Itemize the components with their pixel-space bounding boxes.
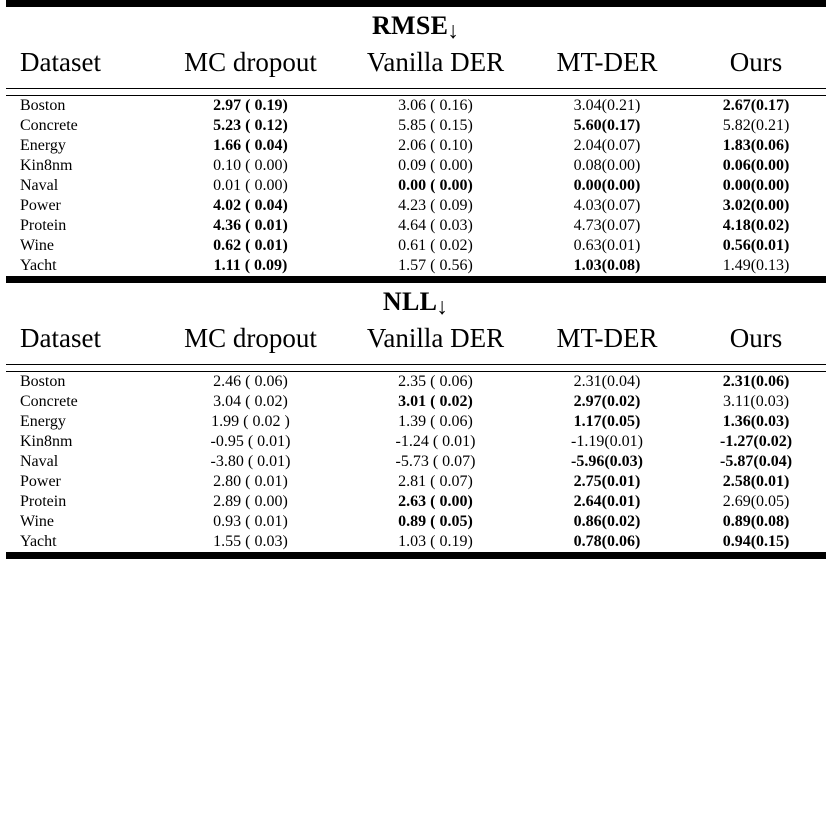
column-header-mc-dropout: MC dropout	[184, 323, 317, 353]
cell-vanilla-der: 3.01 ( 0.02)	[398, 393, 473, 410]
cell-dataset: Energy	[20, 137, 66, 154]
cell-vanilla-der: 4.64 ( 0.03)	[398, 217, 473, 234]
cell-dataset: Wine	[20, 513, 55, 530]
cell-mc-dropout: 4.02 ( 0.04)	[213, 197, 288, 214]
table-row	[6, 372, 826, 393]
table-row	[6, 512, 826, 532]
table-row	[6, 256, 826, 276]
cell-mc-dropout: 1.66 ( 0.04)	[213, 137, 288, 154]
cell-vanilla-der: 4.23 ( 0.09)	[398, 197, 473, 214]
cell-mt-der: 0.00(0.00)	[573, 177, 641, 194]
cell-ours: 3.02(0.00)	[722, 197, 790, 214]
section-header-nll	[6, 283, 826, 317]
cell-mt-der: -1.19(0.01)	[571, 433, 643, 450]
cell-mt-der: 2.31(0.04)	[573, 373, 641, 390]
metric-label	[372, 11, 460, 41]
cell-ours: 2.67(0.17)	[722, 97, 790, 114]
cell-mc-dropout: 5.23 ( 0.12)	[213, 117, 288, 134]
cell-dataset: Energy	[20, 413, 66, 430]
column-header-vanilla-der: Vanilla DER	[366, 323, 505, 353]
cell-vanilla-der: -1.24 ( 0.01)	[395, 433, 476, 450]
cell-ours: 0.06(0.00)	[722, 157, 790, 174]
cell-mt-der: 0.08(0.00)	[573, 157, 641, 174]
cell-mc-dropout: 4.36 ( 0.01)	[213, 217, 288, 234]
cell-mc-dropout: -3.80 ( 0.01)	[210, 453, 291, 470]
cell-mt-der: 0.86(0.02)	[573, 513, 641, 530]
cell-ours: 1.83(0.06)	[722, 137, 790, 154]
cell-vanilla-der: 2.35 ( 0.06)	[398, 373, 473, 390]
cell-ours: 0.00(0.00)	[722, 177, 790, 194]
column-header-dataset: Dataset	[20, 323, 101, 353]
cell-dataset: Kin8nm	[20, 157, 73, 174]
column-header-row	[6, 41, 826, 89]
cell-mt-der: 1.03(0.08)	[573, 257, 641, 274]
table-row	[6, 472, 826, 492]
cell-mc-dropout: 2.80 ( 0.01)	[213, 473, 288, 490]
cell-ours: -1.27(0.02)	[720, 433, 793, 450]
cell-dataset: Concrete	[20, 393, 78, 410]
cell-mt-der: 5.60(0.17)	[573, 117, 641, 134]
cell-vanilla-der: 2.63 ( 0.00)	[398, 493, 473, 510]
metric-name: RMSE	[371, 11, 449, 40]
cell-ours: 0.56(0.01)	[722, 237, 790, 254]
header-underline-rule	[6, 89, 826, 96]
cell-mc-dropout: 3.04 ( 0.02)	[213, 393, 288, 410]
metric-label	[383, 287, 449, 317]
cell-vanilla-der: 0.00 ( 0.00)	[398, 177, 473, 194]
column-header-dataset: Dataset	[20, 47, 101, 77]
cell-ours: 5.82(0.21)	[722, 117, 790, 134]
cell-mt-der: 2.97(0.02)	[573, 393, 641, 410]
cell-dataset: Kin8nm	[20, 433, 73, 450]
cell-dataset: Power	[20, 473, 61, 490]
cell-mt-der: 2.64(0.01)	[573, 493, 641, 510]
column-header-ours: Ours	[729, 323, 783, 353]
column-header-mt-der: MT-DER	[556, 47, 658, 77]
cell-mc-dropout: 2.97 ( 0.19)	[213, 97, 288, 114]
cell-vanilla-der: 2.81 ( 0.07)	[398, 473, 473, 490]
cell-ours: 4.18(0.02)	[722, 217, 790, 234]
cell-mc-dropout: 0.01 ( 0.00)	[213, 177, 288, 194]
cell-mc-dropout: 2.46 ( 0.06)	[213, 373, 288, 390]
table-row	[6, 452, 826, 472]
cell-mt-der: 0.78(0.06)	[573, 533, 641, 550]
section-header-cell	[6, 283, 826, 317]
table-row	[6, 392, 826, 412]
cell-vanilla-der: 2.06 ( 0.10)	[398, 137, 473, 154]
cell-vanilla-der: 0.89 ( 0.05)	[398, 513, 473, 530]
cell-mt-der: -5.96(0.03)	[571, 453, 643, 470]
results-table	[6, 0, 826, 559]
table-row	[6, 196, 826, 216]
cell-ours: 2.58(0.01)	[722, 473, 790, 490]
table-row	[6, 492, 826, 512]
cell-dataset: Boston	[20, 373, 66, 390]
cell-mt-der: 0.63(0.01)	[573, 237, 641, 254]
cell-ours: 1.36(0.03)	[722, 413, 790, 430]
cell-mc-dropout: 0.10 ( 0.00)	[213, 157, 288, 174]
section-header-cell	[6, 7, 826, 41]
cell-ours: 1.49(0.13)	[722, 257, 790, 274]
header-underline-rule-cell	[6, 365, 826, 372]
cell-dataset: Naval	[20, 453, 59, 470]
column-header-row	[6, 317, 826, 365]
cell-mt-der: 2.04(0.07)	[573, 137, 641, 154]
table-row	[6, 136, 826, 156]
cell-vanilla-der: 0.61 ( 0.02)	[398, 237, 473, 254]
cell-ours: 2.31(0.06)	[722, 373, 790, 390]
column-header-vanilla-der: Vanilla DER	[366, 47, 505, 77]
metric-name: NLL	[382, 287, 438, 316]
table-row	[6, 176, 826, 196]
cell-dataset: Power	[20, 197, 61, 214]
cell-mt-der: 1.17(0.05)	[573, 413, 641, 430]
cell-mc-dropout: 2.89 ( 0.00)	[213, 493, 288, 510]
cell-vanilla-der: 1.57 ( 0.56)	[398, 257, 473, 274]
cell-vanilla-der: 0.09 ( 0.00)	[398, 157, 473, 174]
cell-mt-der: 2.75(0.01)	[573, 473, 641, 490]
table-row	[6, 432, 826, 452]
table-row	[6, 116, 826, 136]
cell-dataset: Naval	[20, 177, 59, 194]
cell-ours: 2.69(0.05)	[722, 493, 790, 510]
table-row	[6, 96, 826, 117]
table-row	[6, 156, 826, 176]
cell-vanilla-der: -5.73 ( 0.07)	[395, 453, 476, 470]
cell-mc-dropout: 1.55 ( 0.03)	[213, 533, 288, 550]
cell-vanilla-der: 3.06 ( 0.16)	[398, 97, 473, 114]
cell-dataset: Protein	[20, 493, 67, 510]
cell-dataset: Protein	[20, 217, 67, 234]
cell-mc-dropout: 0.62 ( 0.01)	[213, 237, 288, 254]
table-top-rule-cell	[6, 0, 826, 7]
cell-mt-der: 4.03(0.07)	[573, 197, 641, 214]
cell-dataset: Concrete	[20, 117, 78, 134]
table-bottom-rule-cell	[6, 552, 826, 559]
cell-mt-der: 3.04(0.21)	[573, 97, 641, 114]
column-header-mc-dropout: MC dropout	[184, 47, 317, 77]
section-separator-rule	[6, 276, 826, 283]
table-top-rule	[6, 0, 826, 7]
table-row	[6, 236, 826, 256]
cell-ours: -5.87(0.04)	[720, 453, 793, 470]
arrow-down-icon: ↓	[436, 294, 449, 319]
cell-vanilla-der: 1.03 ( 0.19)	[398, 533, 473, 550]
cell-dataset: Yacht	[20, 257, 57, 274]
cell-ours: 0.94(0.15)	[722, 533, 790, 550]
column-header-ours: Ours	[729, 47, 783, 77]
cell-mc-dropout: 1.11 ( 0.09)	[213, 257, 288, 274]
cell-ours: 0.89(0.08)	[722, 513, 790, 530]
cell-vanilla-der: 5.85 ( 0.15)	[398, 117, 473, 134]
cell-ours: 3.11(0.03)	[722, 393, 790, 410]
cell-mc-dropout: -0.95 ( 0.01)	[210, 433, 291, 450]
table-row	[6, 216, 826, 236]
cell-mc-dropout: 0.93 ( 0.01)	[213, 513, 288, 530]
cell-dataset: Yacht	[20, 533, 57, 550]
section-separator-rule-cell	[6, 276, 826, 283]
column-header-mt-der: MT-DER	[556, 323, 658, 353]
cell-vanilla-der: 1.39 ( 0.06)	[398, 413, 473, 430]
cell-dataset: Boston	[20, 97, 66, 114]
header-underline-rule-cell	[6, 89, 826, 96]
cell-mt-der: 4.73(0.07)	[573, 217, 641, 234]
arrow-down-icon: ↓	[447, 18, 460, 43]
table-bottom-rule	[6, 552, 826, 559]
cell-mc-dropout: 1.99 ( 0.02 )	[211, 413, 290, 430]
header-underline-rule	[6, 365, 826, 372]
table-row	[6, 532, 826, 552]
results-table-body	[6, 0, 826, 559]
table-row	[6, 412, 826, 432]
section-header-rmse	[6, 7, 826, 41]
cell-dataset: Wine	[20, 237, 55, 254]
